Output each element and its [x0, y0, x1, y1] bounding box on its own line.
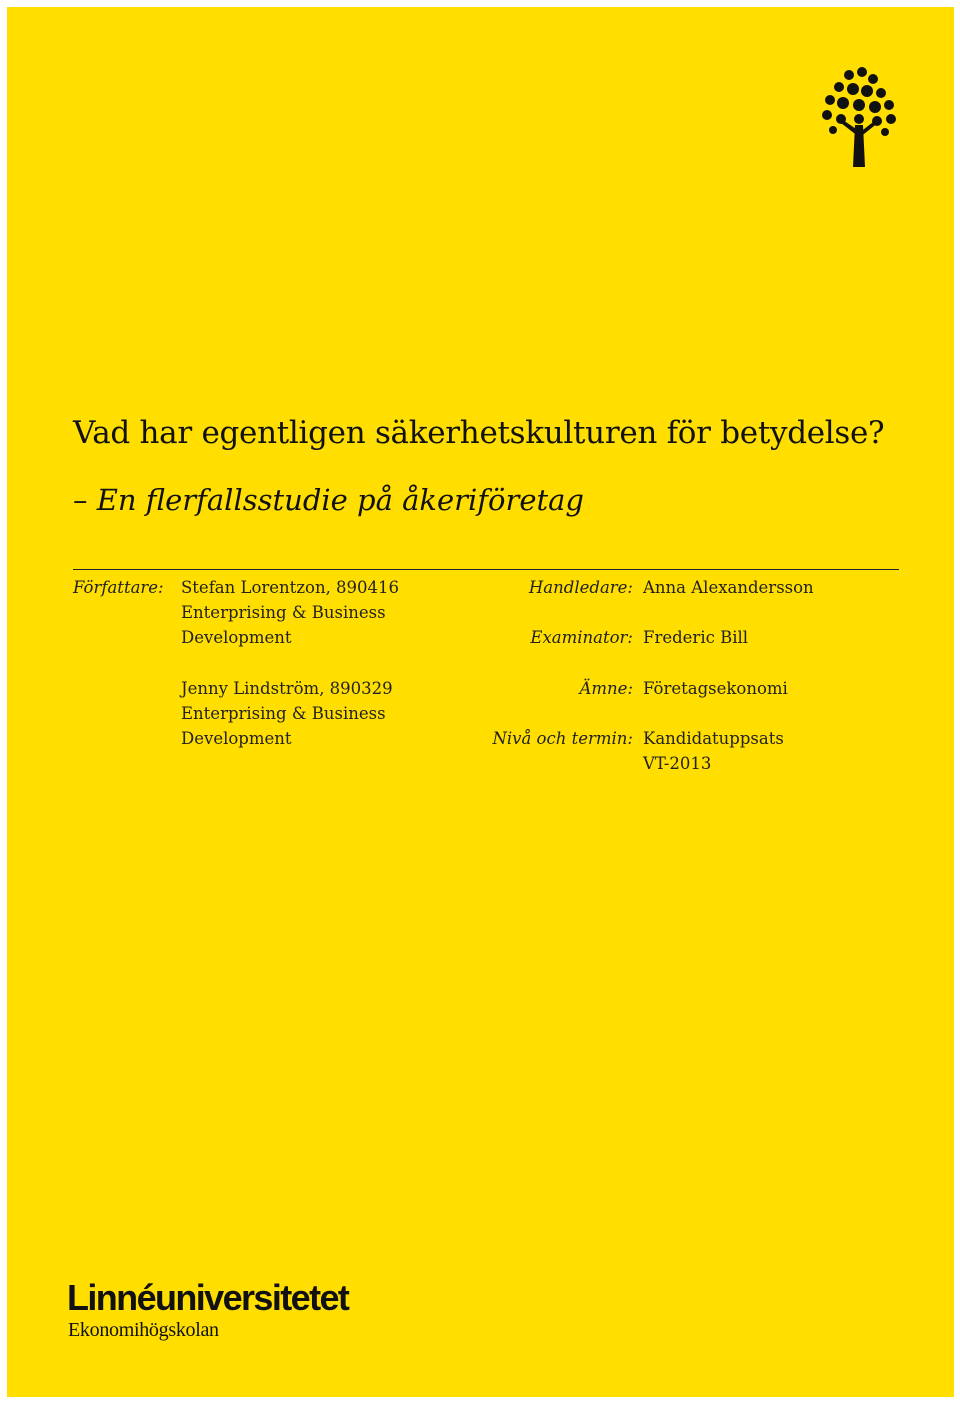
faculty-name: Ekonomihögskolan [68, 1319, 219, 1341]
supervisor-value: Anna Alexandersson [643, 578, 814, 597]
author-1-program-cont: Development [181, 628, 292, 647]
author-2-program: Enterprising & Business [181, 704, 386, 723]
tree-icon [819, 67, 899, 171]
author-2-program-cont: Development [181, 729, 292, 748]
divider-line [73, 569, 899, 570]
authors-label: Författare: [73, 578, 164, 597]
level-label: Nivå och termin: [492, 729, 633, 748]
examiner-value: Frederic Bill [643, 628, 749, 647]
thesis-title: Vad har egentligen säkerhetskulturen för betydelse? [73, 415, 885, 451]
term-value: VT-2013 [643, 754, 712, 773]
subject-value: Företagsekonomi [643, 679, 788, 698]
supervisor-label: Handledare: [528, 578, 633, 597]
thesis-subtitle: – En flerfallsstudie på åkeriföretag [73, 483, 584, 517]
author-1-program: Enterprising & Business [181, 603, 386, 622]
author-1-name: Stefan Lorentzon, 890416 [181, 578, 400, 597]
examiner-label: Examinator: [530, 628, 633, 647]
university-wordmark: Linnéuniversitetet [67, 1277, 349, 1318]
author-2-name: Jenny Lindström, 890329 [181, 679, 393, 698]
subject-label: Ämne: [579, 679, 633, 698]
cover-page [7, 7, 954, 1397]
level-value: Kandidatuppsats [643, 729, 784, 748]
